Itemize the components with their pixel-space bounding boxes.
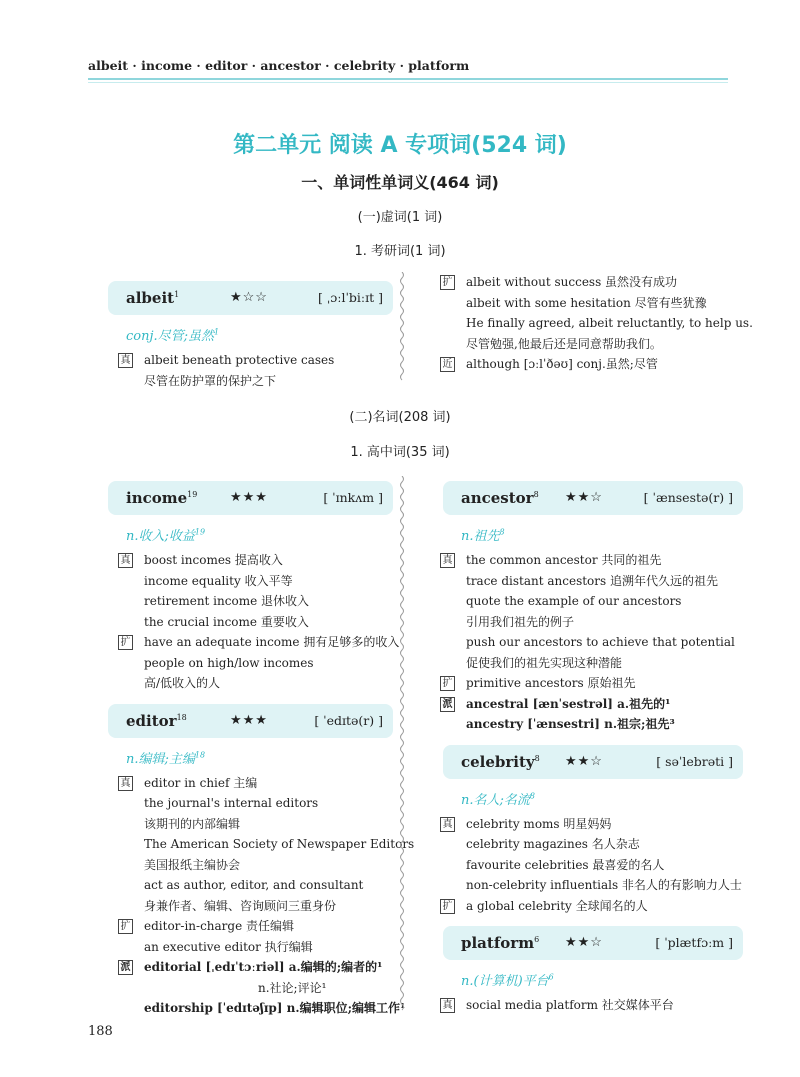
example-line: 真 editor in chief 主编 <box>118 773 393 794</box>
zhen-tag: 真 <box>440 553 455 568</box>
example-line: the crucial income 重要收入 <box>144 614 309 629</box>
unit-title: 第二单元 阅读 A 专项词(524 词) <box>233 133 567 158</box>
kuo-tag: 扩 <box>118 919 133 934</box>
example-line: 促使我们的祖先实现这种潜能 <box>466 655 623 670</box>
example-line: 扩 primitive ancestors 原始祖先 <box>440 673 743 694</box>
section-title: 一、单词性单词义(464 词) <box>301 173 499 192</box>
example-line: 美国报纸主编协会 <box>144 857 241 872</box>
word-box <box>453 745 743 779</box>
example-line: 高/低收入的人 <box>144 676 221 690</box>
phonetic: [ ˈɪnkʌm ] <box>323 490 383 505</box>
headword: income$^{19}$ <box>126 489 198 507</box>
example-line: people on high/low incomes <box>144 655 314 670</box>
left-column <box>118 481 415 1019</box>
kuo-tag: 扩 <box>440 676 455 691</box>
derivative-line: 派 ancestral [ænˈsestrəl] a.祖先的¹ <box>440 694 743 715</box>
word-box <box>118 481 393 515</box>
example-line: trace distant ancestors 追溯年代久远的祖先 <box>466 573 718 588</box>
example-line: push our ancestors to achieve that potential <box>466 635 735 649</box>
running-header: albeit · income · editor · ancestor · celebrity · platform <box>88 58 470 73</box>
example-line: act as author, editor, and consultant <box>144 878 364 892</box>
word-box <box>453 481 743 515</box>
headword: editor$^{18}$ <box>126 711 187 730</box>
column-divider <box>399 476 405 1016</box>
pai-tag: 派 <box>118 960 133 975</box>
word-box <box>118 281 393 315</box>
example-line: 扩 have an adequate income 拥有足够多的收入 <box>118 632 393 653</box>
word-box <box>118 704 393 738</box>
phonetic: [ ˈplætfɔːm ] <box>655 935 733 950</box>
example-line: 扩 albeit without success 虽然没有成功 <box>440 272 740 293</box>
header-rule-thin <box>88 82 728 83</box>
page-number: 188 <box>88 1024 113 1039</box>
example-line: 尽管在防护罩的保护之下 <box>144 373 277 388</box>
level-title: 1. 高中词(35 词) <box>350 445 450 460</box>
kuo-tag: 扩 <box>118 635 133 650</box>
part-of-speech: n.(计算机)平台$^6$ <box>461 972 554 989</box>
right-column <box>442 481 743 1016</box>
subsection-title: (二)名词(208 词) <box>349 410 451 425</box>
part-of-speech: n.祖先$^8$ <box>461 527 505 544</box>
zhen-tag: 真 <box>118 553 133 568</box>
phonetic: [ ˌɔːlˈbiːɪt ] <box>317 290 383 305</box>
headword: celebrity$^8$ <box>461 752 540 771</box>
example-line: He finally agreed, albeit reluctantly, to help us. <box>466 316 753 330</box>
phonetic: [ ˈænsestə(r) ] <box>643 490 733 505</box>
example-line: income equality 收入平等 <box>144 573 293 588</box>
example-line: celebrity magazines 名人杂志 <box>466 837 640 851</box>
example-line: retirement income 退休收入 <box>144 594 309 608</box>
example-line: 引用我们祖先的例子 <box>466 614 575 629</box>
part-of-speech: conj.尽管;虽然$^1$ <box>126 327 220 344</box>
pai-tag: 派 <box>440 697 455 712</box>
column-divider <box>399 272 405 382</box>
example-line: 尽管勉强,他最后还是同意帮助我们。 <box>466 336 662 351</box>
example-line: favourite celebrities 最喜爱的名人 <box>466 857 665 872</box>
headword: platform$^6$ <box>461 934 540 952</box>
headword: ancestor$^8$ <box>461 489 539 507</box>
frequency-stars: ★★☆ <box>565 753 603 769</box>
derivative-line: n.社论;评论¹ <box>258 980 327 995</box>
frequency-stars: ★★☆ <box>565 490 603 505</box>
example-line: 真 albeit beneath protective cases <box>118 350 393 371</box>
derivative-line: editorship [ˈedɪtəʃɪp] n.编辑职位;编辑工作¹ <box>144 1001 406 1015</box>
word-box <box>453 926 743 960</box>
header-rule <box>88 78 728 80</box>
kuo-tag: 扩 <box>440 275 455 290</box>
zhen-tag: 真 <box>440 817 455 832</box>
frequency-stars: ★★☆ <box>565 935 603 950</box>
frequency-stars: ★★★ <box>230 490 268 505</box>
jin-tag: 近 <box>440 357 455 372</box>
example-line: 扩 a global celebrity 全球闻名的人 <box>440 896 743 917</box>
example-line: 真 celebrity moms 明星妈妈 <box>440 814 743 835</box>
example-line: 该期刊的内部编辑 <box>144 816 241 831</box>
zhen-tag: 真 <box>440 998 455 1013</box>
level-title: 1. 考研词(1 词) <box>354 244 446 259</box>
kuo-tag: 扩 <box>440 899 455 914</box>
example-line: albeit with some hesitation 尽管有些犹豫 <box>466 295 707 310</box>
example-line: an executive editor 执行编辑 <box>144 939 313 954</box>
entry-albeit <box>118 281 393 391</box>
example-line: 真 the common ancestor 共同的祖先 <box>440 550 743 571</box>
entry-albeit-cont <box>440 272 753 375</box>
subsection-title: (一)虚词(1 词) <box>357 210 443 225</box>
frequency-stars: ★★★ <box>230 712 268 728</box>
phonetic: [ ˈedɪtə(r) ] <box>314 712 383 728</box>
example-line: 真 social media platform 社交媒体平台 <box>440 995 743 1016</box>
example-line: 身兼作者、编辑、咨询顾问三重身份 <box>144 898 337 913</box>
frequency-stars: ★☆☆ <box>230 290 268 305</box>
part-of-speech: n.名人;名流$^8$ <box>461 791 535 808</box>
synonym-line: 近 although [ɔːlˈðəʊ] conj.虽然;尽管 <box>440 354 740 375</box>
zhen-tag: 真 <box>118 776 133 791</box>
zhen-tag: 真 <box>118 353 133 368</box>
example-line: the journal's internal editors <box>144 796 319 810</box>
example-line: quote the example of our ancestors <box>466 594 682 608</box>
headword: albeit$^1$ <box>126 289 180 307</box>
part-of-speech: n.编辑;主编$^{18}$ <box>126 750 206 767</box>
part-of-speech: n.收入;收益$^{19}$ <box>126 527 206 544</box>
example-line: 扩 editor-in-charge 责任编辑 <box>118 916 393 937</box>
derivative-line: 派 editorial [ˌedɪˈtɔːriəl] a.编辑的;编者的¹ <box>118 957 393 978</box>
phonetic: [ səˈlebrəti ] <box>656 753 733 769</box>
example-line: The American Society of Newspaper Editors <box>144 837 415 851</box>
example-line: non-celebrity influentials 非名人的有影响力人士 <box>466 878 742 892</box>
derivative-line: ancestry [ˈænsestri] n.祖宗;祖先³ <box>466 717 675 731</box>
example-line: 真 boost incomes 提高收入 <box>118 550 393 571</box>
